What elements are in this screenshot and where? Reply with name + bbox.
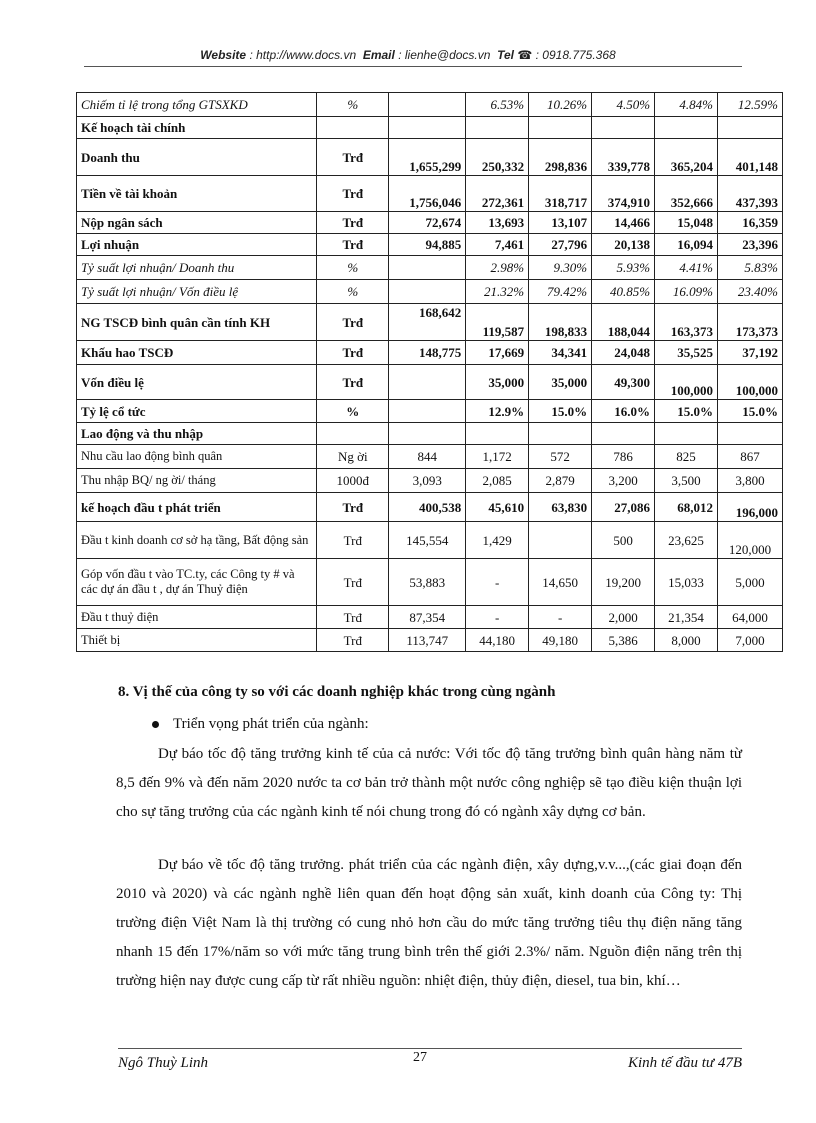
row-value: 14,650 [529, 559, 592, 606]
row-value: 173,373 [718, 304, 783, 341]
row-unit [317, 117, 389, 139]
table-row [77, 139, 783, 176]
row-label: Chiếm tỉ lệ trong tổng GTSXKD [77, 93, 317, 117]
row-value: 20,138 [592, 234, 655, 256]
row-value: 2.98% [466, 256, 529, 280]
row-value: 3,500 [655, 469, 718, 493]
row-value: 35,525 [655, 341, 718, 365]
row-value: 24,048 [592, 341, 655, 365]
row-unit: Trđ [317, 629, 389, 652]
row-value: 4.50% [592, 93, 655, 117]
row-value: 16,359 [718, 212, 783, 234]
row-value: 250,332 [466, 139, 529, 176]
row-value: 23.40% [718, 280, 783, 304]
row-total: 148,775 [389, 341, 466, 365]
row-value: 3,200 [592, 469, 655, 493]
row-value: 3,800 [718, 469, 783, 493]
row-unit: % [317, 256, 389, 280]
row-value: 5.93% [592, 256, 655, 280]
table-row [77, 423, 783, 445]
table-row [77, 280, 783, 304]
row-value: 13,107 [529, 212, 592, 234]
row-value: 2,879 [529, 469, 592, 493]
row-value: 15.0% [718, 400, 783, 423]
row-value: 298,836 [529, 139, 592, 176]
table-row [77, 365, 783, 400]
row-value: 119,587 [466, 304, 529, 341]
row-label: Lao động và thu nhập [77, 423, 317, 445]
row-value [655, 117, 718, 139]
row-value: 1,429 [466, 522, 529, 559]
row-label: Vốn điều lệ [77, 365, 317, 400]
row-value: 198,833 [529, 304, 592, 341]
row-unit: Trđ [317, 139, 389, 176]
row-value: 21.32% [466, 280, 529, 304]
row-label: Đầu t thuỷ điện [77, 606, 317, 629]
row-value: 163,373 [655, 304, 718, 341]
bullet-icon [152, 721, 159, 728]
row-unit: Trđ [317, 606, 389, 629]
row-value: 8,000 [655, 629, 718, 652]
row-value: 16.09% [655, 280, 718, 304]
table-row [77, 400, 783, 423]
row-value [592, 117, 655, 139]
row-total: 145,554 [389, 522, 466, 559]
row-value: 12.9% [466, 400, 529, 423]
row-unit: % [317, 93, 389, 117]
row-value [655, 423, 718, 445]
row-value: 15.0% [655, 400, 718, 423]
row-value [529, 522, 592, 559]
row-value [529, 117, 592, 139]
table-row [77, 212, 783, 234]
row-unit: Trđ [317, 559, 389, 606]
row-label: Thiết bị [77, 629, 317, 652]
row-value: 12.59% [718, 93, 783, 117]
row-value: - [466, 606, 529, 629]
row-value: 49,180 [529, 629, 592, 652]
row-value: 5,386 [592, 629, 655, 652]
table-body [77, 93, 783, 652]
row-label: Nhu cầu lao động bình quân [77, 445, 317, 469]
row-value: 23,396 [718, 234, 783, 256]
row-value: 786 [592, 445, 655, 469]
row-value [466, 117, 529, 139]
row-value: 44,180 [466, 629, 529, 652]
row-value: 100,000 [718, 365, 783, 400]
row-value: 352,666 [655, 176, 718, 212]
row-value: 79.42% [529, 280, 592, 304]
row-value: 21,354 [655, 606, 718, 629]
row-total: 94,885 [389, 234, 466, 256]
row-unit: Trđ [317, 176, 389, 212]
row-unit: Trđ [317, 493, 389, 522]
row-value: 196,000 [718, 493, 783, 522]
row-value: 27,796 [529, 234, 592, 256]
row-value: - [529, 606, 592, 629]
table-row [77, 469, 783, 493]
row-value: 14,466 [592, 212, 655, 234]
website-label: Website [200, 48, 247, 62]
row-value: 572 [529, 445, 592, 469]
table-row [77, 256, 783, 280]
row-label: Góp vốn đầu t vào TC.ty, các Công ty # và các dự án đầu t , dự án Thuỷ điện [77, 559, 317, 606]
row-total [389, 280, 466, 304]
page-header [0, 48, 816, 62]
row-total [389, 423, 466, 445]
row-value: 374,910 [592, 176, 655, 212]
row-value: 825 [655, 445, 718, 469]
paragraph-growth-forecast: Dự báo tốc độ tăng trưởng kinh tế của cả nước: Với tốc độ tăng trưởng bình quân hàng năm từ 8,5 đến 9% và đến năm 2020 nước ta cơ bản trở thành một nước công nghiệp sẽ tạo điều kiện thuận lợi cho sự tăng trưởng của các ngành kinh tế nói chung trong đó có ngành xây dựng cơ bản. [116, 746, 742, 820]
row-label: Tỷ suất lợi nhuận/ Vốn điều lệ [77, 280, 317, 304]
row-value: 49,300 [592, 365, 655, 400]
row-value: 40.85% [592, 280, 655, 304]
row-unit: Trđ [317, 522, 389, 559]
row-value: 867 [718, 445, 783, 469]
row-value: 35,000 [529, 365, 592, 400]
table-row [77, 445, 783, 469]
row-value: 34,341 [529, 341, 592, 365]
table-row [77, 304, 783, 341]
row-value: 318,717 [529, 176, 592, 212]
row-value: 7,461 [466, 234, 529, 256]
row-value: 19,200 [592, 559, 655, 606]
row-value: 5.83% [718, 256, 783, 280]
row-label: Doanh thu [77, 139, 317, 176]
row-value: 1,172 [466, 445, 529, 469]
row-total: 844 [389, 445, 466, 469]
row-value: 4.84% [655, 93, 718, 117]
row-value: 7,000 [718, 629, 783, 652]
email-label: Email [362, 48, 395, 62]
row-value: 37,192 [718, 341, 783, 365]
email-value: : lienhe@docs.vn [398, 48, 491, 62]
row-value: 2,085 [466, 469, 529, 493]
row-value: 17,669 [466, 341, 529, 365]
row-value: 339,778 [592, 139, 655, 176]
row-value: - [466, 559, 529, 606]
row-value: 27,086 [592, 493, 655, 522]
row-total: 53,883 [389, 559, 466, 606]
footer-author: Ngô Thuỳ Linh [118, 1055, 209, 1071]
row-value: 188,044 [592, 304, 655, 341]
row-value [718, 117, 783, 139]
row-total [389, 365, 466, 400]
row-label: Tỷ lệ cổ tức [77, 400, 317, 423]
table-row [77, 493, 783, 522]
row-unit: Trđ [317, 341, 389, 365]
row-label: Lợi nhuận [77, 234, 317, 256]
page-number: 27 [413, 1050, 427, 1065]
financial-plan-table [76, 92, 783, 652]
row-unit: Trđ [317, 304, 389, 341]
row-value: 15,033 [655, 559, 718, 606]
paragraph-industry-forecast: Dự báo về tốc độ tăng trưởng. phát triển của các ngành điện, xây dựng,v.v...,(các giai đoạn đến 2010 và 2020) và các ngành nghề liên quan đến hoạt động sản xuất, kinh doanh của Công ty: Thị trường điện Việt Nam là thị trường có cung nhỏ hơn cầu do mức tăng trưởng tiêu thụ điện năng tăng nhanh 15 đến 17%/năm so với mức tăng trung bình trên thế giới 2.3%/ năm. Nguồn điện năng trên thị trường hiện nay được cung cấp từ rất nhiều nguồn: nhiệt điện, thủy điện, diesel, tua bin, khí… [116, 857, 742, 989]
row-total [389, 400, 466, 423]
row-value: 10.26% [529, 93, 592, 117]
row-total: 113,747 [389, 629, 466, 652]
row-value [466, 423, 529, 445]
row-label: Khấu hao TSCĐ [77, 341, 317, 365]
row-value: 437,393 [718, 176, 783, 212]
row-value: 15.0% [529, 400, 592, 423]
footer-class: Kinh tế đầu tư 47B [627, 1055, 742, 1071]
header-divider [84, 66, 742, 67]
row-label: NG TSCĐ bình quân cần tính KH [77, 304, 317, 341]
row-label: Nộp ngân sách [77, 212, 317, 234]
row-value: 63,830 [529, 493, 592, 522]
row-value: 45,610 [466, 493, 529, 522]
row-value: 5,000 [718, 559, 783, 606]
table-row [77, 117, 783, 139]
row-value: 9.30% [529, 256, 592, 280]
row-value: 23,625 [655, 522, 718, 559]
table-row [77, 93, 783, 117]
row-total [389, 93, 466, 117]
row-unit: Ng ời [317, 445, 389, 469]
row-label: Kế hoạch tài chính [77, 117, 317, 139]
row-unit: Trđ [317, 365, 389, 400]
row-total: 72,674 [389, 212, 466, 234]
footer-divider [118, 1048, 742, 1049]
row-unit: % [317, 280, 389, 304]
row-value: 500 [592, 522, 655, 559]
bullet-item [152, 716, 369, 733]
row-value: 64,000 [718, 606, 783, 629]
bullet-text: Triển vọng phát triển của ngành: [173, 716, 369, 732]
row-value [529, 423, 592, 445]
row-value: 2,000 [592, 606, 655, 629]
tel-value: ☎ : 0918.775.368 [517, 48, 616, 62]
row-value [592, 423, 655, 445]
table-row [77, 606, 783, 629]
table-row [77, 234, 783, 256]
row-value: 100,000 [655, 365, 718, 400]
row-label: Thu nhập BQ/ ng ời/ tháng [77, 469, 317, 493]
table-row [77, 176, 783, 212]
row-value: 35,000 [466, 365, 529, 400]
row-value: 13,693 [466, 212, 529, 234]
table-row [77, 559, 783, 606]
row-value: 401,148 [718, 139, 783, 176]
row-value: 16,094 [655, 234, 718, 256]
row-value [718, 423, 783, 445]
table-row [77, 341, 783, 365]
table-row [77, 522, 783, 559]
row-value: 15,048 [655, 212, 718, 234]
row-total: 3,093 [389, 469, 466, 493]
row-value: 272,361 [466, 176, 529, 212]
row-label: Đầu t kinh doanh cơ sở hạ tầng, Bất động sản [77, 522, 317, 559]
row-label: kế hoạch đầu t phát triển [77, 493, 317, 522]
row-unit: Trđ [317, 212, 389, 234]
website-value: : http://www.docs.vn [249, 48, 357, 62]
row-total: 168,642 [389, 304, 466, 341]
row-total: 1,655,299 [389, 139, 466, 176]
row-total: 1,756,046 [389, 176, 466, 212]
row-total: 400,538 [389, 493, 466, 522]
row-unit: Trđ [317, 234, 389, 256]
row-total [389, 117, 466, 139]
row-label: Tiền về tài khoản [77, 176, 317, 212]
row-value: 4.41% [655, 256, 718, 280]
tel-label: Tel [497, 48, 514, 62]
row-value: 6.53% [466, 93, 529, 117]
row-unit: 1000đ [317, 469, 389, 493]
row-value: 16.0% [592, 400, 655, 423]
row-label: Tỷ suất lợi nhuận/ Doanh thu [77, 256, 317, 280]
row-value: 120,000 [718, 522, 783, 559]
row-total: 87,354 [389, 606, 466, 629]
table-row [77, 629, 783, 652]
row-unit [317, 423, 389, 445]
row-value: 365,204 [655, 139, 718, 176]
row-value: 68,012 [655, 493, 718, 522]
row-total [389, 256, 466, 280]
row-unit: % [317, 400, 389, 423]
section-title: 8. Vị thế của công ty so với các doanh nghiệp khác trong cùng ngành [118, 684, 556, 700]
